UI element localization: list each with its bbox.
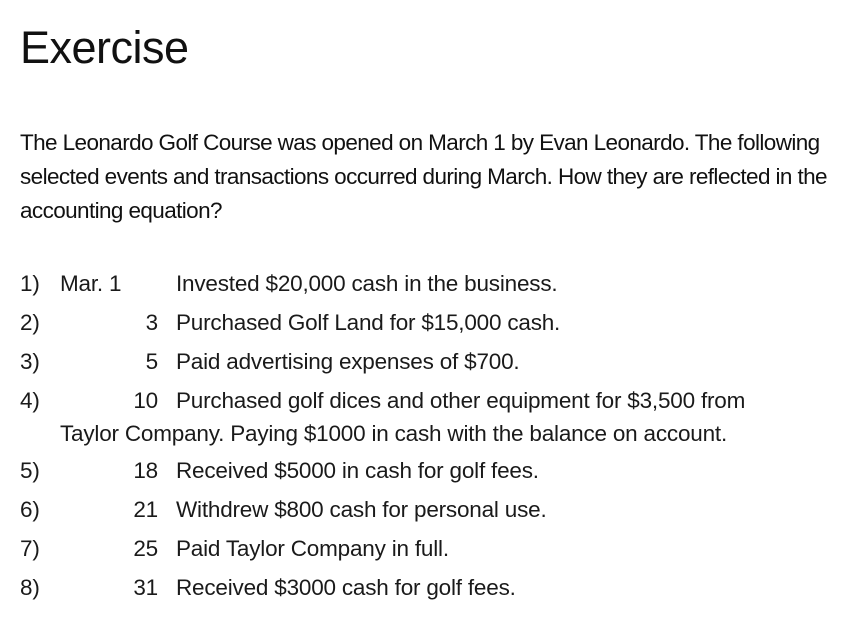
item-number: 3) <box>20 349 40 374</box>
item-description: Purchased Golf Land for $15,000 cash. <box>176 310 561 335</box>
item-date: 31 <box>133 575 158 600</box>
list-item <box>20 568 842 607</box>
item-description-continuation: Taylor Company. Paying $1000 in cash with the balance on account. <box>60 421 727 446</box>
item-date: 5 <box>145 349 158 374</box>
page-title: Exercise <box>20 22 189 73</box>
item-description: Paid advertising expenses of $700. <box>176 349 520 374</box>
list-item <box>20 264 842 303</box>
list-item <box>20 342 842 381</box>
item-number: 4) <box>20 388 40 413</box>
item-date: 18 <box>133 458 158 483</box>
transaction-list <box>20 264 842 607</box>
item-description: Invested $20,000 cash in the business. <box>176 271 558 296</box>
item-date: 10 <box>133 388 158 413</box>
item-description: Paid Taylor Company in full. <box>176 536 449 561</box>
item-number: 7) <box>20 536 40 561</box>
list-item <box>20 490 842 529</box>
intro-paragraph: The Leonardo Golf Course was opened on March 1 by Evan Leonardo. The following selected events and transactions occurred during March. How they are reflected in the accounting equation? <box>20 130 827 223</box>
item-description: Withdrew $800 cash for personal use. <box>176 497 547 522</box>
item-number: 5) <box>20 458 40 483</box>
list-item <box>20 381 842 417</box>
list-item <box>20 303 842 342</box>
item-description: Received $3000 cash for golf fees. <box>176 575 516 600</box>
item-date: 3 <box>145 310 158 335</box>
item-description: Purchased golf dices and other equipment for $3,500 from <box>176 388 746 413</box>
item-date: Mar. 1 <box>60 271 122 296</box>
item-description: Received $5000 in cash for golf fees. <box>176 458 539 483</box>
item-date: 21 <box>133 497 158 522</box>
item-number: 8) <box>20 575 40 600</box>
list-item <box>20 529 842 568</box>
item-number: 2) <box>20 310 40 335</box>
item-number: 1) <box>20 271 40 296</box>
item-number: 6) <box>20 497 40 522</box>
list-item <box>20 451 842 490</box>
item-date: 25 <box>133 536 158 561</box>
